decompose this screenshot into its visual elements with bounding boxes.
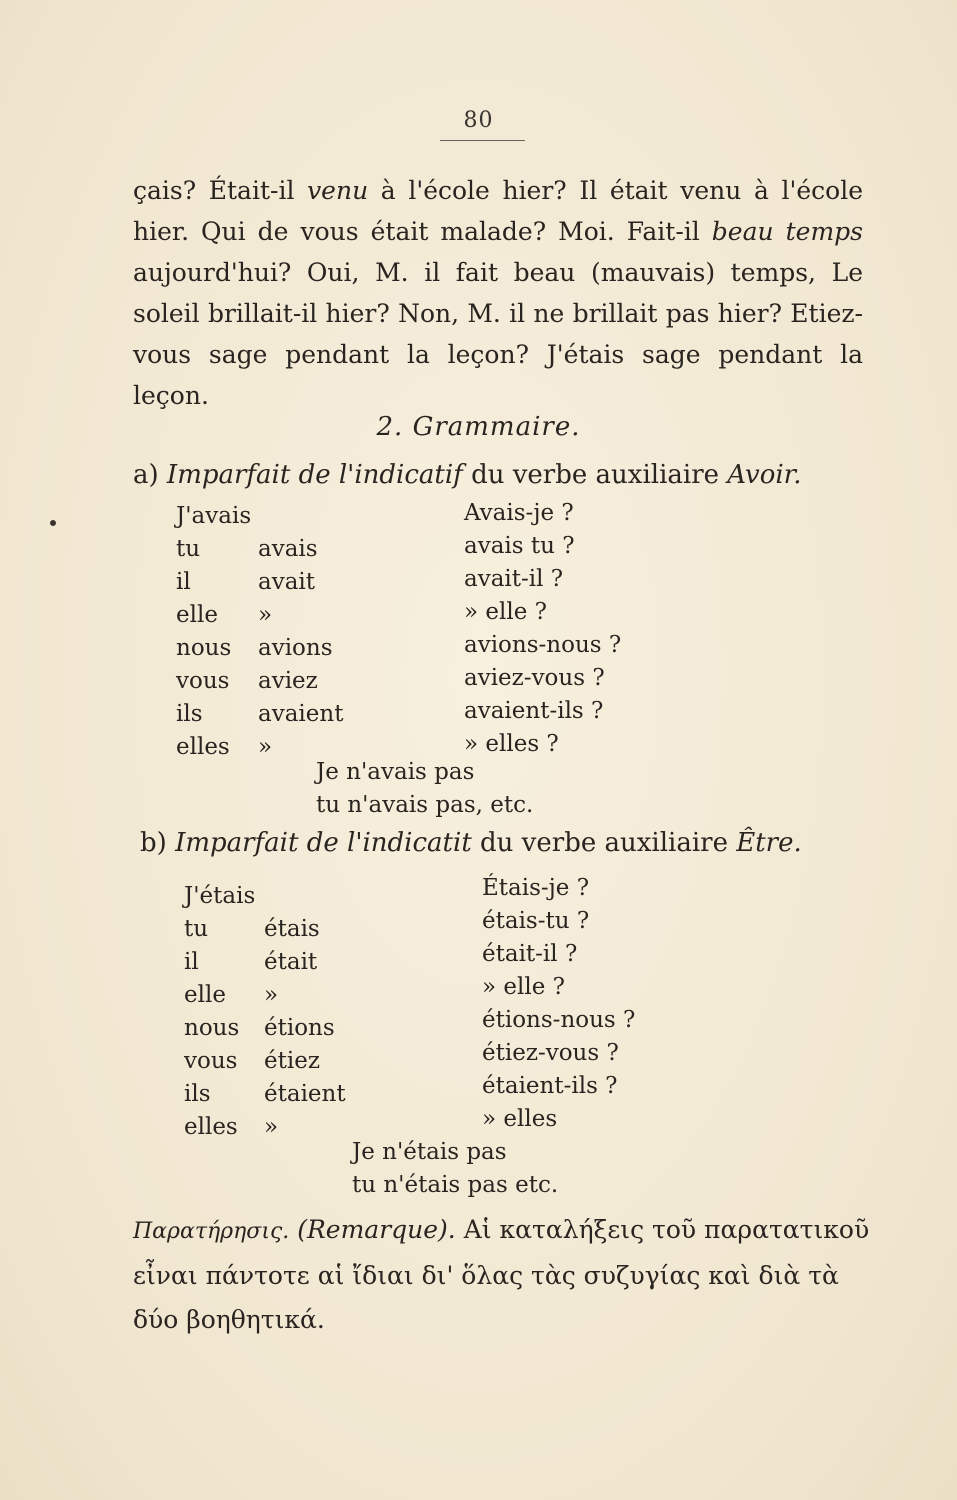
margin-dot bbox=[50, 520, 56, 526]
verb-form: étions bbox=[264, 1015, 335, 1041]
section-a-verb: Avoir. bbox=[727, 460, 802, 490]
section-a-negation bbox=[316, 756, 533, 822]
verb-form: était bbox=[264, 949, 318, 975]
section-b-heading bbox=[140, 828, 802, 858]
intro-segment: beau temps bbox=[711, 217, 863, 246]
pronoun: tu bbox=[176, 536, 201, 562]
verb-form: » bbox=[258, 734, 273, 760]
section-a-prefix: a) bbox=[133, 460, 159, 490]
question-form: étions-nous ? bbox=[482, 1007, 636, 1033]
negation-line: Je n'avais pas bbox=[316, 759, 475, 785]
pronoun: elles bbox=[184, 1114, 238, 1140]
verb-form: avais bbox=[258, 536, 318, 562]
pronoun: ils bbox=[184, 1081, 211, 1107]
section-b-verb: Être. bbox=[736, 828, 802, 858]
question-form: avais tu ? bbox=[464, 533, 575, 559]
question-form: étiez-vous ? bbox=[482, 1040, 619, 1066]
section-a-forms bbox=[258, 500, 343, 764]
verb-form: » bbox=[258, 602, 273, 628]
pronoun: elle bbox=[176, 602, 218, 628]
verb-form bbox=[264, 880, 346, 913]
question-form: avaient-ils ? bbox=[464, 698, 604, 724]
pronoun: il bbox=[184, 949, 199, 975]
intro-segment: aujourd'hui? Oui, M. il fait beau (mauvais) temps, Le soleil brillait-il hier? Non, M. il ne brillait pas hier? Etiez-vous sage pendant la leçon? J'étais sage pendant la leçon. bbox=[133, 258, 863, 410]
question-form: Avais-je ? bbox=[464, 500, 574, 526]
question-form: étais-tu ? bbox=[482, 908, 590, 934]
verb-form: avions bbox=[258, 635, 333, 661]
intro-segment: à l'école hier? Il était venu à l'école hier. Qui de vous était malade? Moi. Fait-il bbox=[133, 176, 863, 246]
section-b-rest: du verbe auxiliaire bbox=[471, 828, 737, 858]
verb-form bbox=[258, 500, 343, 533]
question-form: » elle ? bbox=[464, 599, 547, 625]
negation-line: tu n'étais pas etc. bbox=[352, 1172, 559, 1198]
verb-form: étais bbox=[264, 916, 320, 942]
section-b-prefix: b) bbox=[140, 828, 167, 858]
intro-paragraph bbox=[133, 170, 863, 416]
pronoun: tu bbox=[184, 916, 209, 942]
question-form: était-il ? bbox=[482, 941, 578, 967]
pronoun: nous bbox=[184, 1015, 240, 1041]
section-a-rest: du verbe auxiliaire bbox=[462, 460, 728, 490]
pronoun: vous bbox=[184, 1048, 238, 1074]
question-form: avions-nous ? bbox=[464, 632, 622, 658]
section-a-pronouns bbox=[176, 500, 251, 764]
question-form: aviez-vous ? bbox=[464, 665, 605, 691]
pronoun: elle bbox=[184, 982, 226, 1008]
section-b-forms bbox=[264, 880, 346, 1144]
section-heading: 2. Grammaire. bbox=[376, 412, 581, 442]
greek-remark bbox=[133, 1208, 873, 1342]
section-b-pronouns bbox=[184, 880, 255, 1144]
french-remark-label: (Remarque). bbox=[297, 1215, 456, 1244]
intro-segment: çais? Était-il bbox=[133, 176, 308, 205]
intro-text bbox=[133, 170, 863, 416]
pronoun: vous bbox=[176, 668, 230, 694]
question-form: avait-il ? bbox=[464, 566, 564, 592]
question-form: » elle ? bbox=[482, 974, 565, 1000]
negation-line: Je n'étais pas bbox=[352, 1139, 507, 1165]
section-b-negation bbox=[352, 1136, 558, 1202]
verb-form: avaient bbox=[258, 701, 344, 727]
page-number-rule bbox=[440, 140, 525, 141]
section-b-title: Imparfait de l'indicatit bbox=[175, 828, 472, 858]
pronoun: J'étais bbox=[184, 883, 256, 909]
pronoun: il bbox=[176, 569, 191, 595]
verb-form: » bbox=[264, 1114, 279, 1140]
page-number: 80 bbox=[463, 108, 494, 133]
greek-remark-text: Αἱ καταλήξεις τοῦ παρατατικοῦ εἶναι πάντοτε αἱ ἴδιαι δι' ὅλας τὰς συζυγίας καὶ διὰ τὰ δύο βοηθητικά. bbox=[133, 1215, 870, 1334]
question-form: Étais-je ? bbox=[482, 875, 590, 901]
question-form: étaient-ils ? bbox=[482, 1073, 618, 1099]
pronoun: nous bbox=[176, 635, 232, 661]
question-form: » elles bbox=[482, 1106, 558, 1132]
verb-form: aviez bbox=[258, 668, 318, 694]
verb-form: » bbox=[264, 982, 279, 1008]
greek-remark-label: Παρατήρησις. bbox=[133, 1219, 290, 1244]
section-a-questions bbox=[464, 497, 621, 761]
pronoun: J'avais bbox=[176, 503, 252, 529]
section-a-heading bbox=[133, 460, 802, 490]
section-b-questions bbox=[482, 872, 635, 1136]
verb-form: avait bbox=[258, 569, 316, 595]
verb-form: étaient bbox=[264, 1081, 346, 1107]
pronoun: elles bbox=[176, 734, 230, 760]
verb-form: étiez bbox=[264, 1048, 320, 1074]
intro-segment: venu bbox=[307, 176, 369, 205]
question-form: » elles ? bbox=[464, 731, 559, 757]
negation-line: tu n'avais pas, etc. bbox=[316, 792, 534, 818]
section-a-title: Imparfait de l'indicatif bbox=[166, 460, 463, 490]
pronoun: ils bbox=[176, 701, 203, 727]
